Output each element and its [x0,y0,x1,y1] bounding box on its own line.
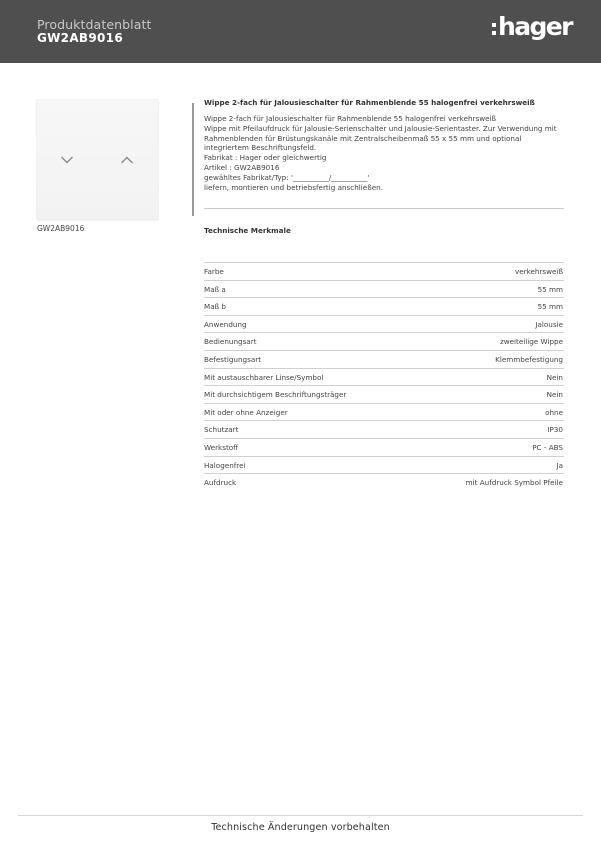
hager-logo [492,12,572,45]
table-row [204,280,564,298]
spec-value: Ja [556,460,563,470]
product-image [37,100,158,219]
spec-key: Aufdruck [204,478,237,488]
spec-key: Werkstoff [204,442,239,452]
spec-value: mit Aufdruck Symbol Pfeile [465,478,563,488]
spec-key: Maß a [204,284,226,294]
table-row [204,438,564,456]
table-row [204,403,564,421]
article-code: GW2AB9016 [37,31,123,45]
description-line: Wippe 2-fach für Jalousieschalter für Rahmenblende 55 halogenfrei verkehrsweiß [204,114,497,123]
image-caption: GW2AB9016 [37,224,85,233]
description-line: Fabrikat : Hager oder gleichwertig [204,153,327,163]
product-content [204,98,564,235]
table-row [204,368,564,386]
spec-key: Befestigungsart [204,354,262,364]
description-line: integriertem Beschriftungsfeld. [204,143,317,153]
table-row [204,297,564,315]
spec-key: Schutzart [204,425,239,435]
description-line: liefern, montieren und betriebsfertig anschließen. [204,182,383,192]
spec-value: zweiteilige Wippe [499,337,563,347]
spec-key: Mit austauschbarer Linse/Symbol [204,372,324,382]
product-description [204,114,564,192]
spec-value: PC - ABS [532,442,563,452]
chevron-up-icon [120,155,134,165]
spec-key: Halogenfrei [204,460,246,470]
product-title: Wippe 2-fach für Jalousieschalter für Rahmenblende 55 halogenfrei verkehrsweiß [204,98,535,107]
logo-word: hager [498,12,572,41]
table-row [204,473,564,491]
spec-value: 55 mm [537,284,563,294]
specs-table [204,262,564,491]
document-type: Produktdatenblatt [37,17,152,32]
spec-key: Anwendung [204,319,247,329]
spec-value: ohne [545,407,563,417]
spec-key: Mit oder ohne Anzeiger [204,407,288,417]
page-header [0,0,601,63]
spec-value: IP30 [547,425,563,435]
spec-value: Nein [546,372,563,382]
footer-divider [18,815,583,816]
spec-value: verkehrsweiß [514,267,563,276]
spec-value: Klemmbefestigung [495,354,563,364]
section-divider [204,208,564,209]
spec-value: Nein [546,390,563,400]
spec-key: Mit durchsichtigem Beschriftungsträger [204,390,347,400]
table-row [204,385,564,403]
spec-key: Farbe [204,267,224,276]
table-row [204,262,564,280]
table-row [204,315,564,333]
specs-heading: Technische Merkmale [204,226,291,235]
description-line: Wippe mit Pfeilaufdruck für Jalousie-Serienschalter und Jalousie-Serientaster. Zur Verwendung mit [204,123,557,133]
table-row [204,350,564,368]
logo-dots-icon [492,21,497,39]
table-row [204,420,564,438]
spec-key: Bedienungsart [204,337,257,347]
description-line: Artikel : GW2AB9016 [204,162,280,172]
chevron-down-icon [60,155,74,165]
spec-key: Maß b [204,302,226,312]
description-line: gewähltes Fabrikat/Typ: '__________/__________' [204,172,370,182]
footer-note: Technische Änderungen vorbehalten [211,822,390,833]
table-row [204,332,564,350]
spec-value: 55 mm [537,302,563,312]
table-row [204,456,564,474]
description-line: Rahmenblenden für Brüstungskanäle mit Zentralscheibenmaß 55 x 55 mm und optional [204,133,522,143]
spec-value: Jalousie [535,319,563,329]
